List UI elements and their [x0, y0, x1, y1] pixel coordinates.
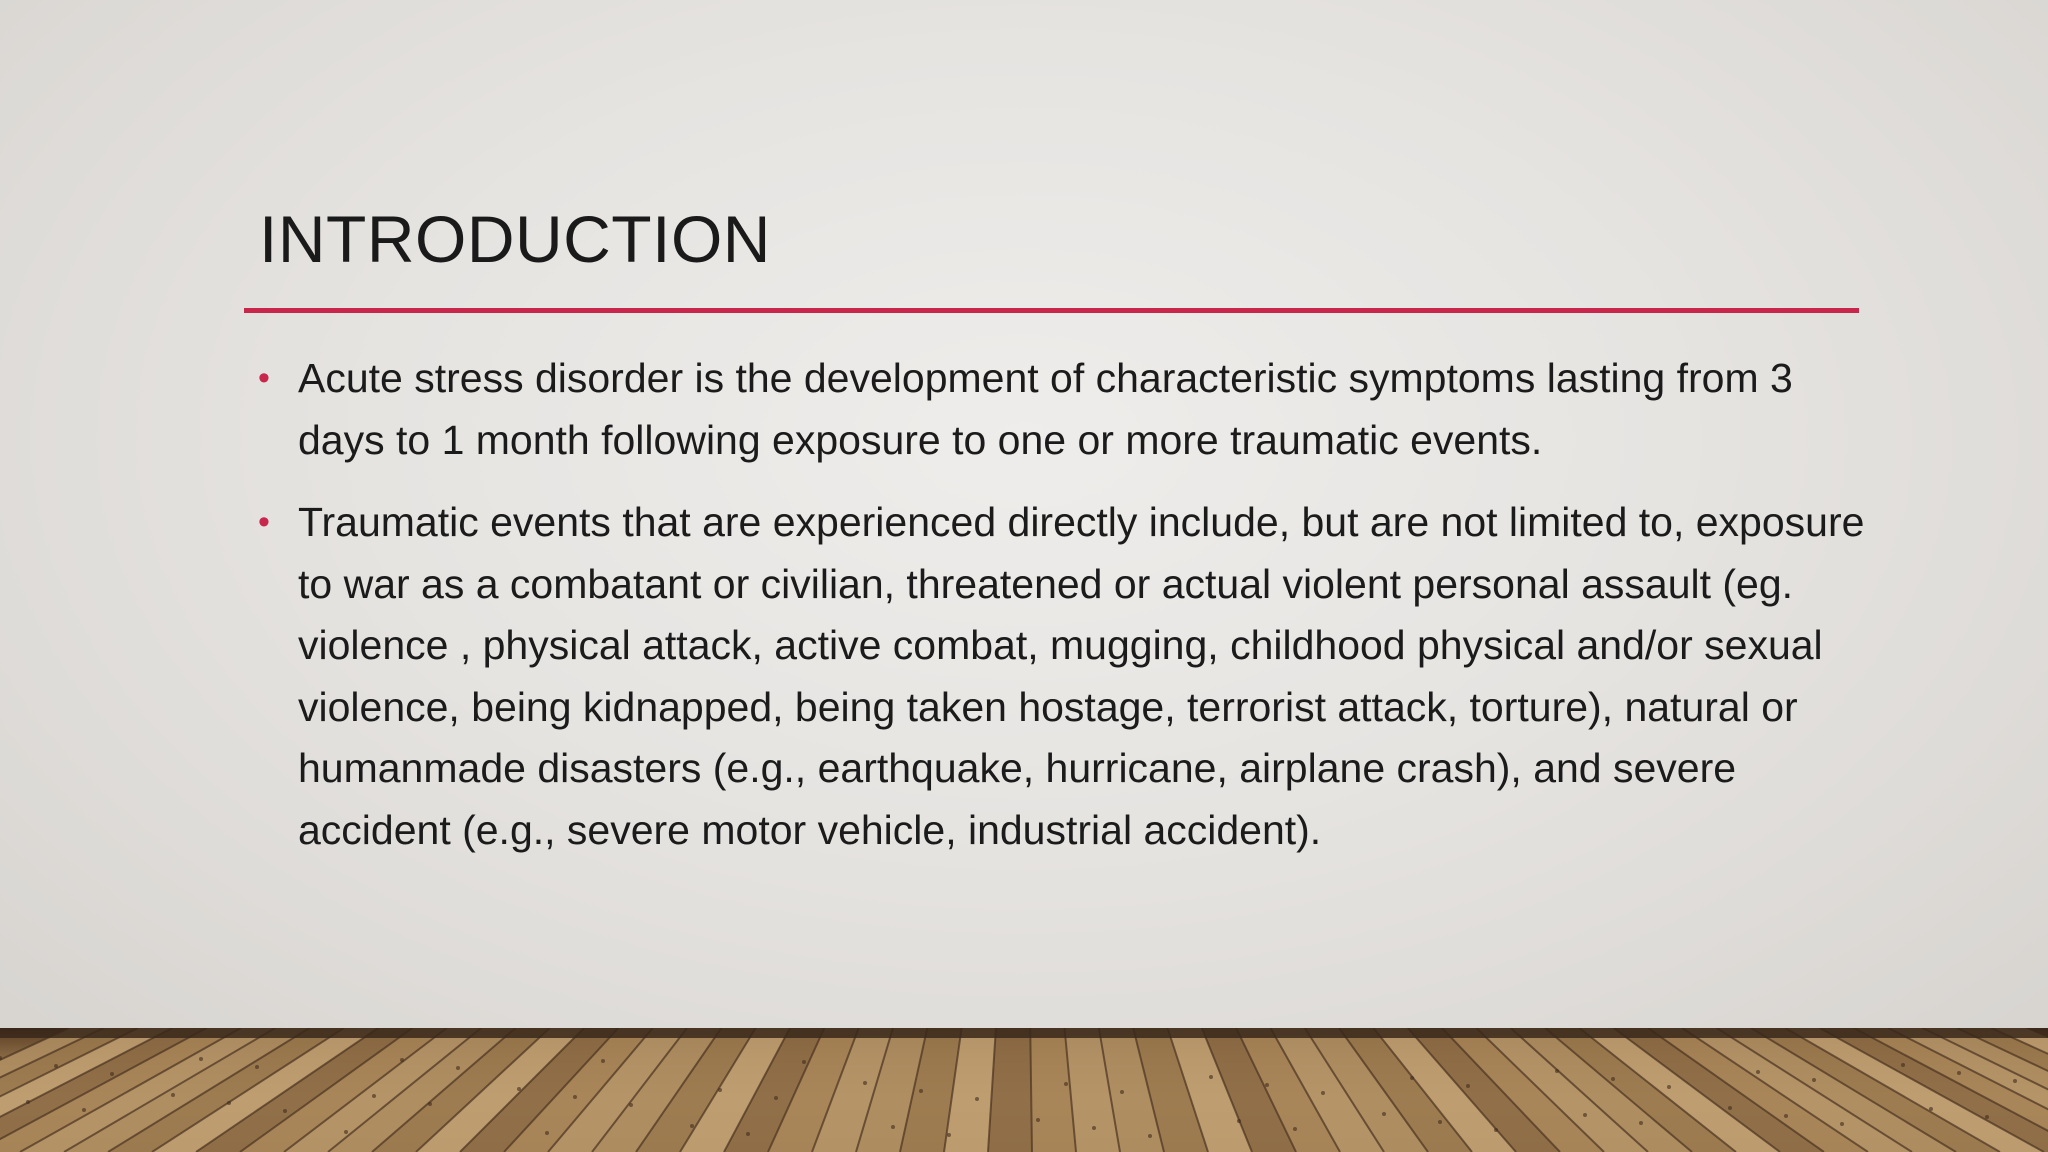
wood-plank-pattern [0, 1028, 2048, 1152]
bullet-marker: • [258, 359, 270, 397]
bullet-marker: • [258, 503, 270, 541]
bullet-item [258, 492, 1868, 861]
bullet-text: Traumatic events that are experienced directly include, but are not limited to, exposure to war as a combatant or civilian, threatened or actual violent personal assault (eg. violence , physical attack, active combat, mugging, childhood physical and/or sexual violence, being kidnapped, being taken hostage, terrorist attack, torture), natural or humanmade disasters (e.g., earthquake, hurricane, airplane crash), and severe accident (e.g., severe motor vehicle, industrial accident). [298, 499, 1865, 853]
title-divider [244, 308, 1859, 313]
bullet-item [258, 348, 1868, 471]
bullet-list [258, 348, 1868, 882]
wood-floor-image [0, 1028, 2048, 1152]
bullet-text: Acute stress disorder is the development of characteristic symptoms lasting from 3 days to 1 month following exposure to one or more traumatic events. [298, 355, 1793, 463]
slide-title: INTRODUCTION [259, 202, 771, 276]
